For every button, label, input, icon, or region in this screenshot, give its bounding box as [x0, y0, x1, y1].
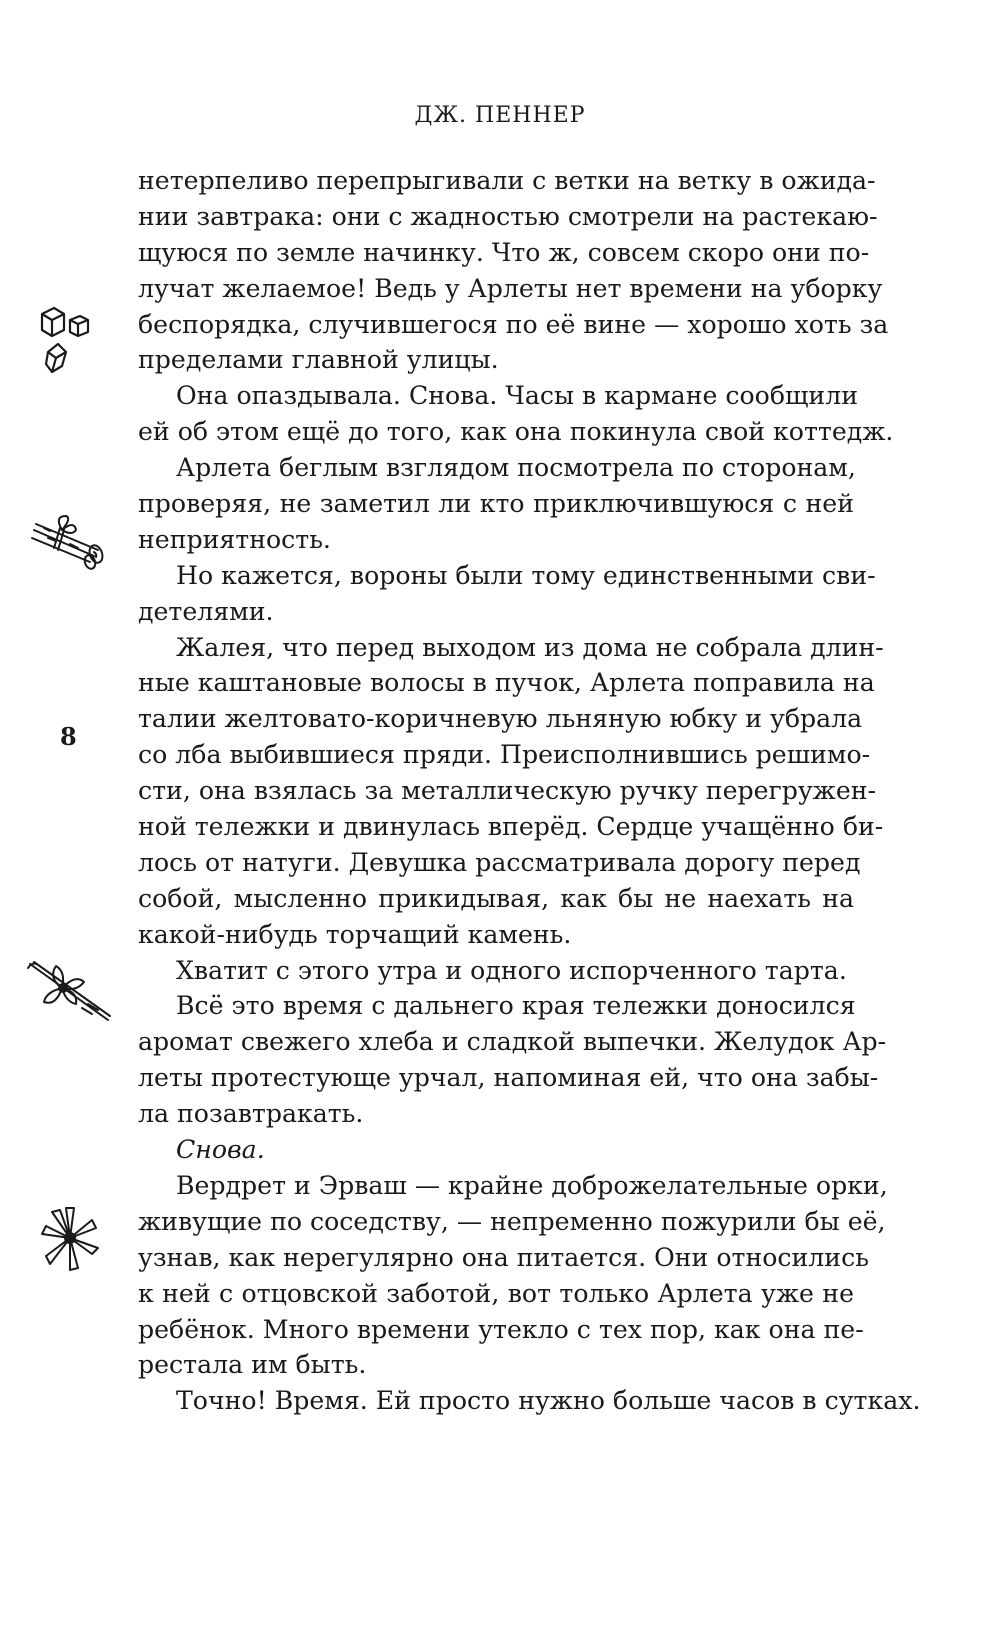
text-line: узнав, как нерегулярно она питается. Они относились — [138, 1242, 869, 1272]
text-line: Хватит с этого утра и одного испорченного тарта. — [176, 955, 847, 985]
text-line: сти, она взялась за металлическую ручку перегружен- — [138, 776, 877, 806]
sugar-cubes-icon — [36, 300, 96, 380]
text-line: нии завтрака: они с жадностью смотрели на растекаю- — [138, 201, 878, 231]
text-line: пределами главной улицы. — [138, 345, 499, 375]
text-line: леты протестующе урчал, напоминая ей, что она забы- — [138, 1063, 879, 1093]
text-line: Всё это время с дальнего края тележки доносился — [176, 991, 856, 1021]
text-line: Арлета беглым взглядом посмотрела по сторонам, — [176, 453, 856, 483]
vanilla-flower-icon — [22, 958, 114, 1030]
text-line: живущие по соседству, — непременно пожурили бы её, — [138, 1206, 886, 1236]
text-line: ла позавтракать. — [138, 1099, 364, 1129]
page-number: 8 — [60, 722, 77, 751]
text-line: беспорядка, случившегося по её вине — хорошо хоть за — [138, 309, 889, 339]
text-line: какой-нибудь торчащий камень. — [138, 919, 572, 949]
body-text — [138, 163, 921, 1419]
text-line: собой, мысленно прикидывая, как бы не наехать на — [138, 883, 854, 913]
text-line: щуюся по земле начинку. Что ж, совсем скоро они по- — [138, 237, 870, 267]
italic-text-line: Снова. — [176, 1135, 265, 1165]
text-line: ребёнок. Много времени утекло с тех пор, как она пе- — [138, 1314, 864, 1344]
text-line: ей об этом ещё до того, как она покинула свой коттедж. — [138, 417, 894, 447]
text-line: ные каштановые волосы в пучок, Арлета поправила на — [138, 668, 875, 698]
text-line: со лба выбившиеся пряди. Преисполнившись решимо- — [138, 740, 871, 770]
text-line: Но кажется, вороны были тому единственными сви- — [176, 560, 876, 590]
text-line: Она опаздывала. Снова. Часы в кармане сообщили — [176, 381, 858, 411]
text-line: к ней с отцовской заботой, вот только Арлета уже не — [138, 1278, 854, 1308]
text-line: аромат свежего хлеба и сладкой выпечки. Желудок Ар- — [138, 1027, 887, 1057]
star-anise-icon — [38, 1200, 102, 1276]
text-line: неприятность. — [138, 524, 331, 554]
text-line: ной тележки и двинулась вперёд. Сердце учащённо би- — [138, 812, 884, 842]
text-line: Точно! Время. Ей просто нужно больше часов в сутках. — [176, 1386, 921, 1416]
text-line: Вердрет и Эрваш — крайне доброжелательные орки, — [176, 1170, 888, 1200]
text-line: талии желтовато-коричневую льняную юбку и убрала — [138, 704, 863, 734]
text-line: проверяя, не заметил ли кто приключившуюся с ней — [138, 489, 854, 519]
text-line: детелями. — [138, 596, 274, 626]
running-header: ДЖ. ПЕННЕР — [414, 103, 586, 128]
text-line: Жалея, что перед выходом из дома не собрала длин- — [176, 632, 884, 662]
text-line: лось от натуги. Девушка рассматривала дорогу перед — [138, 847, 861, 877]
text-line: рестала им быть. — [138, 1350, 367, 1380]
cinnamon-sticks-icon — [30, 510, 110, 574]
text-line: нетерпеливо перепрыгивали с ветки на ветку в ожида- — [138, 166, 876, 195]
text-line: лучат желаемое! Ведь у Арлеты нет времени на уборку — [138, 273, 883, 303]
